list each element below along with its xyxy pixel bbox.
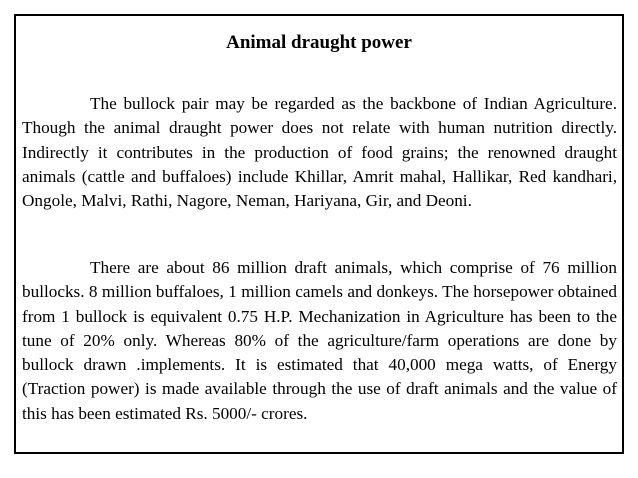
paragraph-draught-breeds: The bullock pair may be regarded as the backbone of Indian Agriculture. Though the animal draught power does not relate with human nutrition directly. Indirectly it contributes in the production of food grains; the renowned draught animals (cattle and buffaloes) include Khillar, Amrit mahal, Hallikar, Red kandhari, Ongole, Malvi, Rathi, Nagore, Neman, Hariyana, Gir, and Deoni.	[22, 94, 617, 211]
document-title: Animal draught power	[226, 32, 412, 53]
paragraph-draft-statistics: There are about 86 million draft animals, which comprise of 76 million bullocks. 8 million buffaloes, 1 million camels and donkeys. The horsepower obtained from 1 bullock is equivalent 0.75 H.P. Mechanization in Agriculture has been to the tune of 20% only. Whereas 80% of the agriculture/farm operations are done by bullock drawn .implements. It is estimated that 40,000 mega watts, of Energy (Traction power) is made available through the use of draft animals and the value of this has been estimated Rs. 5000/- crores.	[22, 258, 617, 423]
document-frame	[14, 14, 624, 454]
